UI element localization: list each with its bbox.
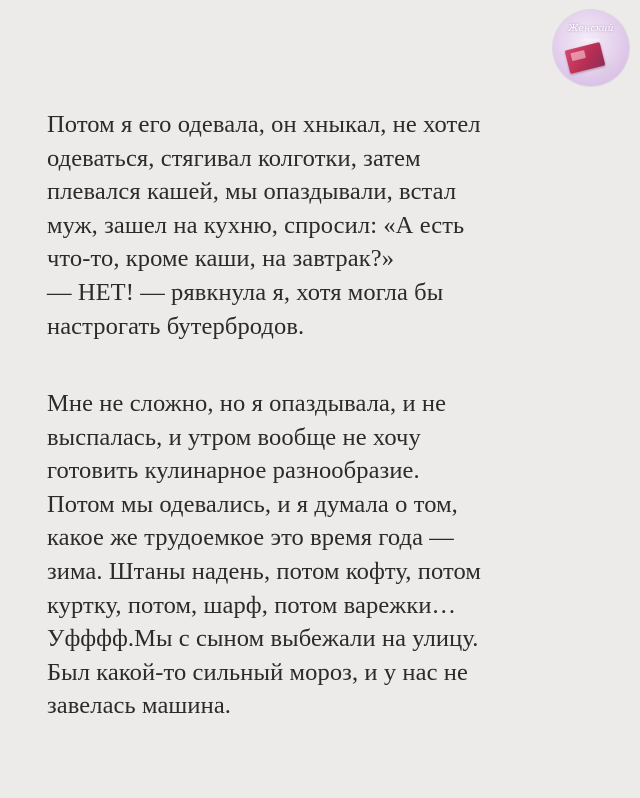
text-line: какое же трудоемкое это время года — — [47, 524, 454, 552]
text-line: настрогать бутербродов. — [47, 312, 305, 340]
text-line: одеваться, стягивал колготки, затем — [47, 144, 421, 172]
magazine-logo — [553, 10, 629, 86]
text-line: Мне не сложно, но я опаздывала, и не — [47, 390, 447, 417]
text-line: куртку, потом, шарф, потом варежки… — [47, 591, 457, 619]
text-line: готовить кулинарное разнообразие. — [47, 457, 420, 485]
paragraph-1 — [47, 108, 607, 343]
text-line: выспалась, и утром вообще не хочу — [47, 423, 421, 451]
logo-subtitle: журнал — [582, 37, 600, 42]
text-line: Был какой-то сильный мороз, и у нас не — [47, 658, 468, 686]
text-line: что-то, кроме каши, на завтрак?» — [47, 245, 395, 273]
text-line: завелась машина. — [47, 692, 232, 720]
text-line: зима. Штаны надень, потом кофту, потом — [47, 557, 481, 585]
text-line: Потом я его одевала, он хныкал, не хотел — [47, 111, 481, 138]
text-line: плевался кашей, мы опаздывали, встал — [47, 178, 457, 206]
text-line: муж, зашел на кухню, спросил: «А есть — [47, 211, 465, 239]
paragraph-2 — [47, 387, 607, 723]
logo-title: Женский — [568, 24, 614, 34]
text-line: Потом мы одевались, и я думала о том, — [47, 490, 458, 518]
text-line: Уфффф.Мы с сыном выбежали на улицу. — [47, 625, 479, 653]
text-line: — НЕТ! — рявкнула я, хотя могла бы — [47, 278, 444, 306]
